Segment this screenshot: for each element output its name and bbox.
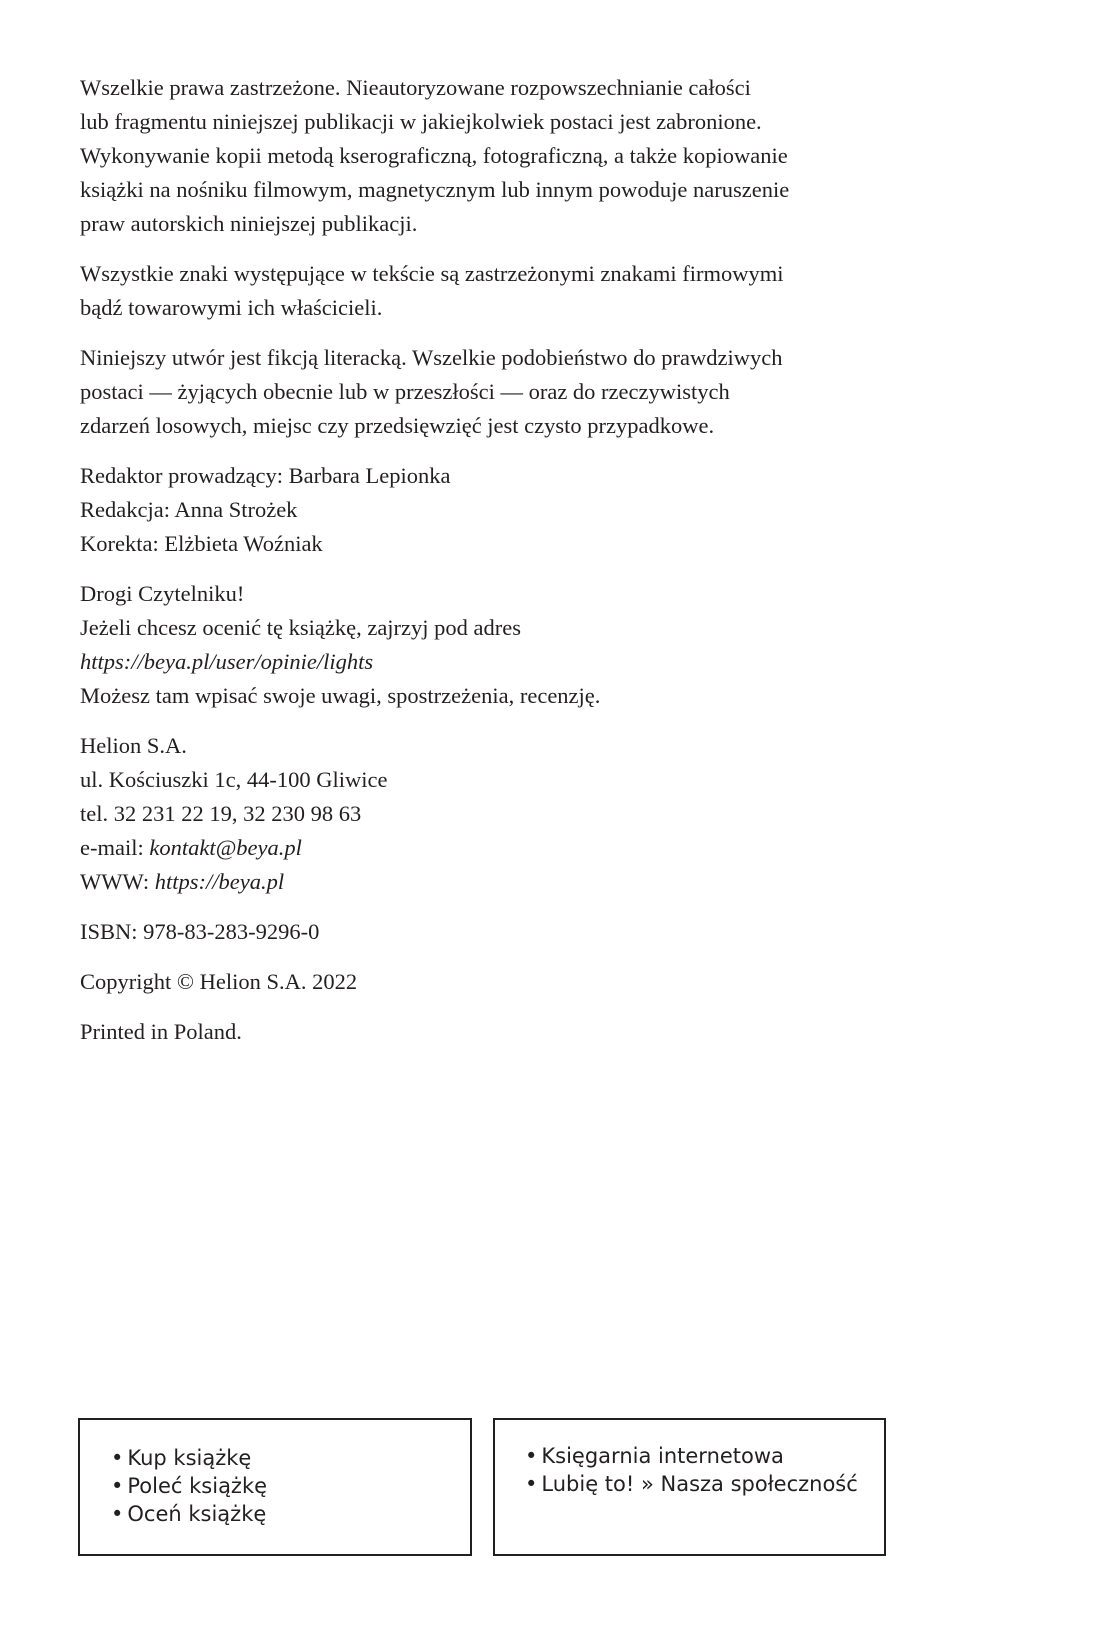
colophon-text — [80, 71, 900, 1065]
publisher-contact — [80, 729, 900, 899]
fiction-line: postaci — żyjących obecnie lub w przeszłości — oraz do rzeczywistych — [80, 379, 730, 404]
community-link[interactable] — [525, 1470, 884, 1498]
bullet-icon: • — [525, 1472, 538, 1496]
buy-book-link[interactable] — [111, 1444, 470, 1472]
printed-paragraph — [80, 1015, 900, 1049]
trademarks-paragraph — [80, 257, 900, 325]
bullet-icon: • — [111, 1502, 124, 1526]
rights-line: lub fragmentu niniejszej publikacji w jakiejkolwiek postaci jest zabronione. — [80, 109, 762, 134]
trademarks-line: Wszystkie znaki występujące w tekście są zastrzeżonymi znakami firmowymi — [80, 261, 784, 286]
review-url-link[interactable]: https://beya.pl/user/opinie/lights — [80, 649, 374, 674]
book-actions-list — [80, 1420, 470, 1528]
editing-credit: Redakcja: Anna Strożek — [80, 497, 298, 522]
rights-reserved-paragraph — [80, 71, 900, 241]
rights-line: Wszelkie prawa zastrzeżone. Nieautoryzowane rozpowszechnianie całości — [80, 75, 751, 100]
publisher-www-row — [80, 865, 900, 899]
email-link[interactable]: kontakt@beya.pl — [149, 835, 302, 860]
publisher-address: ul. Kościuszki 1c, 44-100 Gliwice — [80, 767, 388, 792]
link-label: Kup książkę — [127, 1446, 252, 1470]
link-label: Lubię to! » Nasza społeczność — [541, 1472, 858, 1496]
reader-greeting: Drogi Czytelniku! — [80, 581, 245, 606]
bullet-icon: • — [111, 1446, 124, 1470]
online-bookstore-link[interactable] — [525, 1442, 884, 1470]
copyright-text: Copyright © Helion S.A. 2022 — [80, 969, 358, 994]
reader-instructions: Możesz tam wpisać swoje uwagi, spostrzeżenia, recenzję. — [80, 683, 601, 708]
isbn-paragraph — [80, 915, 900, 949]
fiction-line: zdarzeń losowych, miejsc czy przedsięwzięć jest czysto przypadkowe. — [80, 413, 715, 438]
community-box — [493, 1418, 886, 1556]
printed-text: Printed in Poland. — [80, 1019, 242, 1044]
lead-editor-credit: Redaktor prowadzący: Barbara Lepionka — [80, 463, 451, 488]
reader-note — [80, 577, 900, 713]
book-actions-box — [78, 1418, 472, 1556]
link-label: Oceń książkę — [127, 1502, 267, 1526]
email-label: e-mail: — [80, 835, 150, 860]
rights-line: Wykonywanie kopii metodą kserograficzną, fotograficzną, a także kopiowanie — [80, 143, 788, 168]
fiction-line: Niniejszy utwór jest fikcją literacką. Wszelkie podobieństwo do prawdziwych — [80, 345, 783, 370]
bullet-icon: • — [111, 1474, 124, 1498]
publisher-email-row — [80, 831, 900, 865]
rate-book-link[interactable] — [111, 1500, 470, 1528]
editorial-credits — [80, 459, 900, 561]
link-label: Księgarnia internetowa — [541, 1444, 784, 1468]
rights-line: praw autorskich niniejszej publikacji. — [80, 211, 418, 236]
isbn-text: ISBN: 978-83-283-9296-0 — [80, 919, 320, 944]
publisher-links — [78, 1418, 886, 1556]
reader-invite: Jeżeli chcesz ocenić tę książkę, zajrzyj pod adres — [80, 615, 522, 640]
rights-line: książki na nośniku filmowym, magnetycznym lub innym powoduje naruszenie — [80, 177, 790, 202]
www-label: WWW: — [80, 869, 155, 894]
recommend-book-link[interactable] — [111, 1472, 470, 1500]
proofreading-credit: Korekta: Elżbieta Woźniak — [80, 531, 323, 556]
link-label: Poleć książkę — [127, 1474, 268, 1498]
fiction-disclaimer-paragraph — [80, 341, 900, 443]
bullet-icon: • — [525, 1444, 538, 1468]
trademarks-line: bądź towarowymi ich właścicieli. — [80, 295, 383, 320]
website-link[interactable]: https://beya.pl — [154, 869, 285, 894]
community-list — [495, 1420, 884, 1498]
publisher-name: Helion S.A. — [80, 733, 187, 758]
copyright-paragraph — [80, 965, 900, 999]
publisher-phone: tel. 32 231 22 19, 32 230 98 63 — [80, 801, 362, 826]
